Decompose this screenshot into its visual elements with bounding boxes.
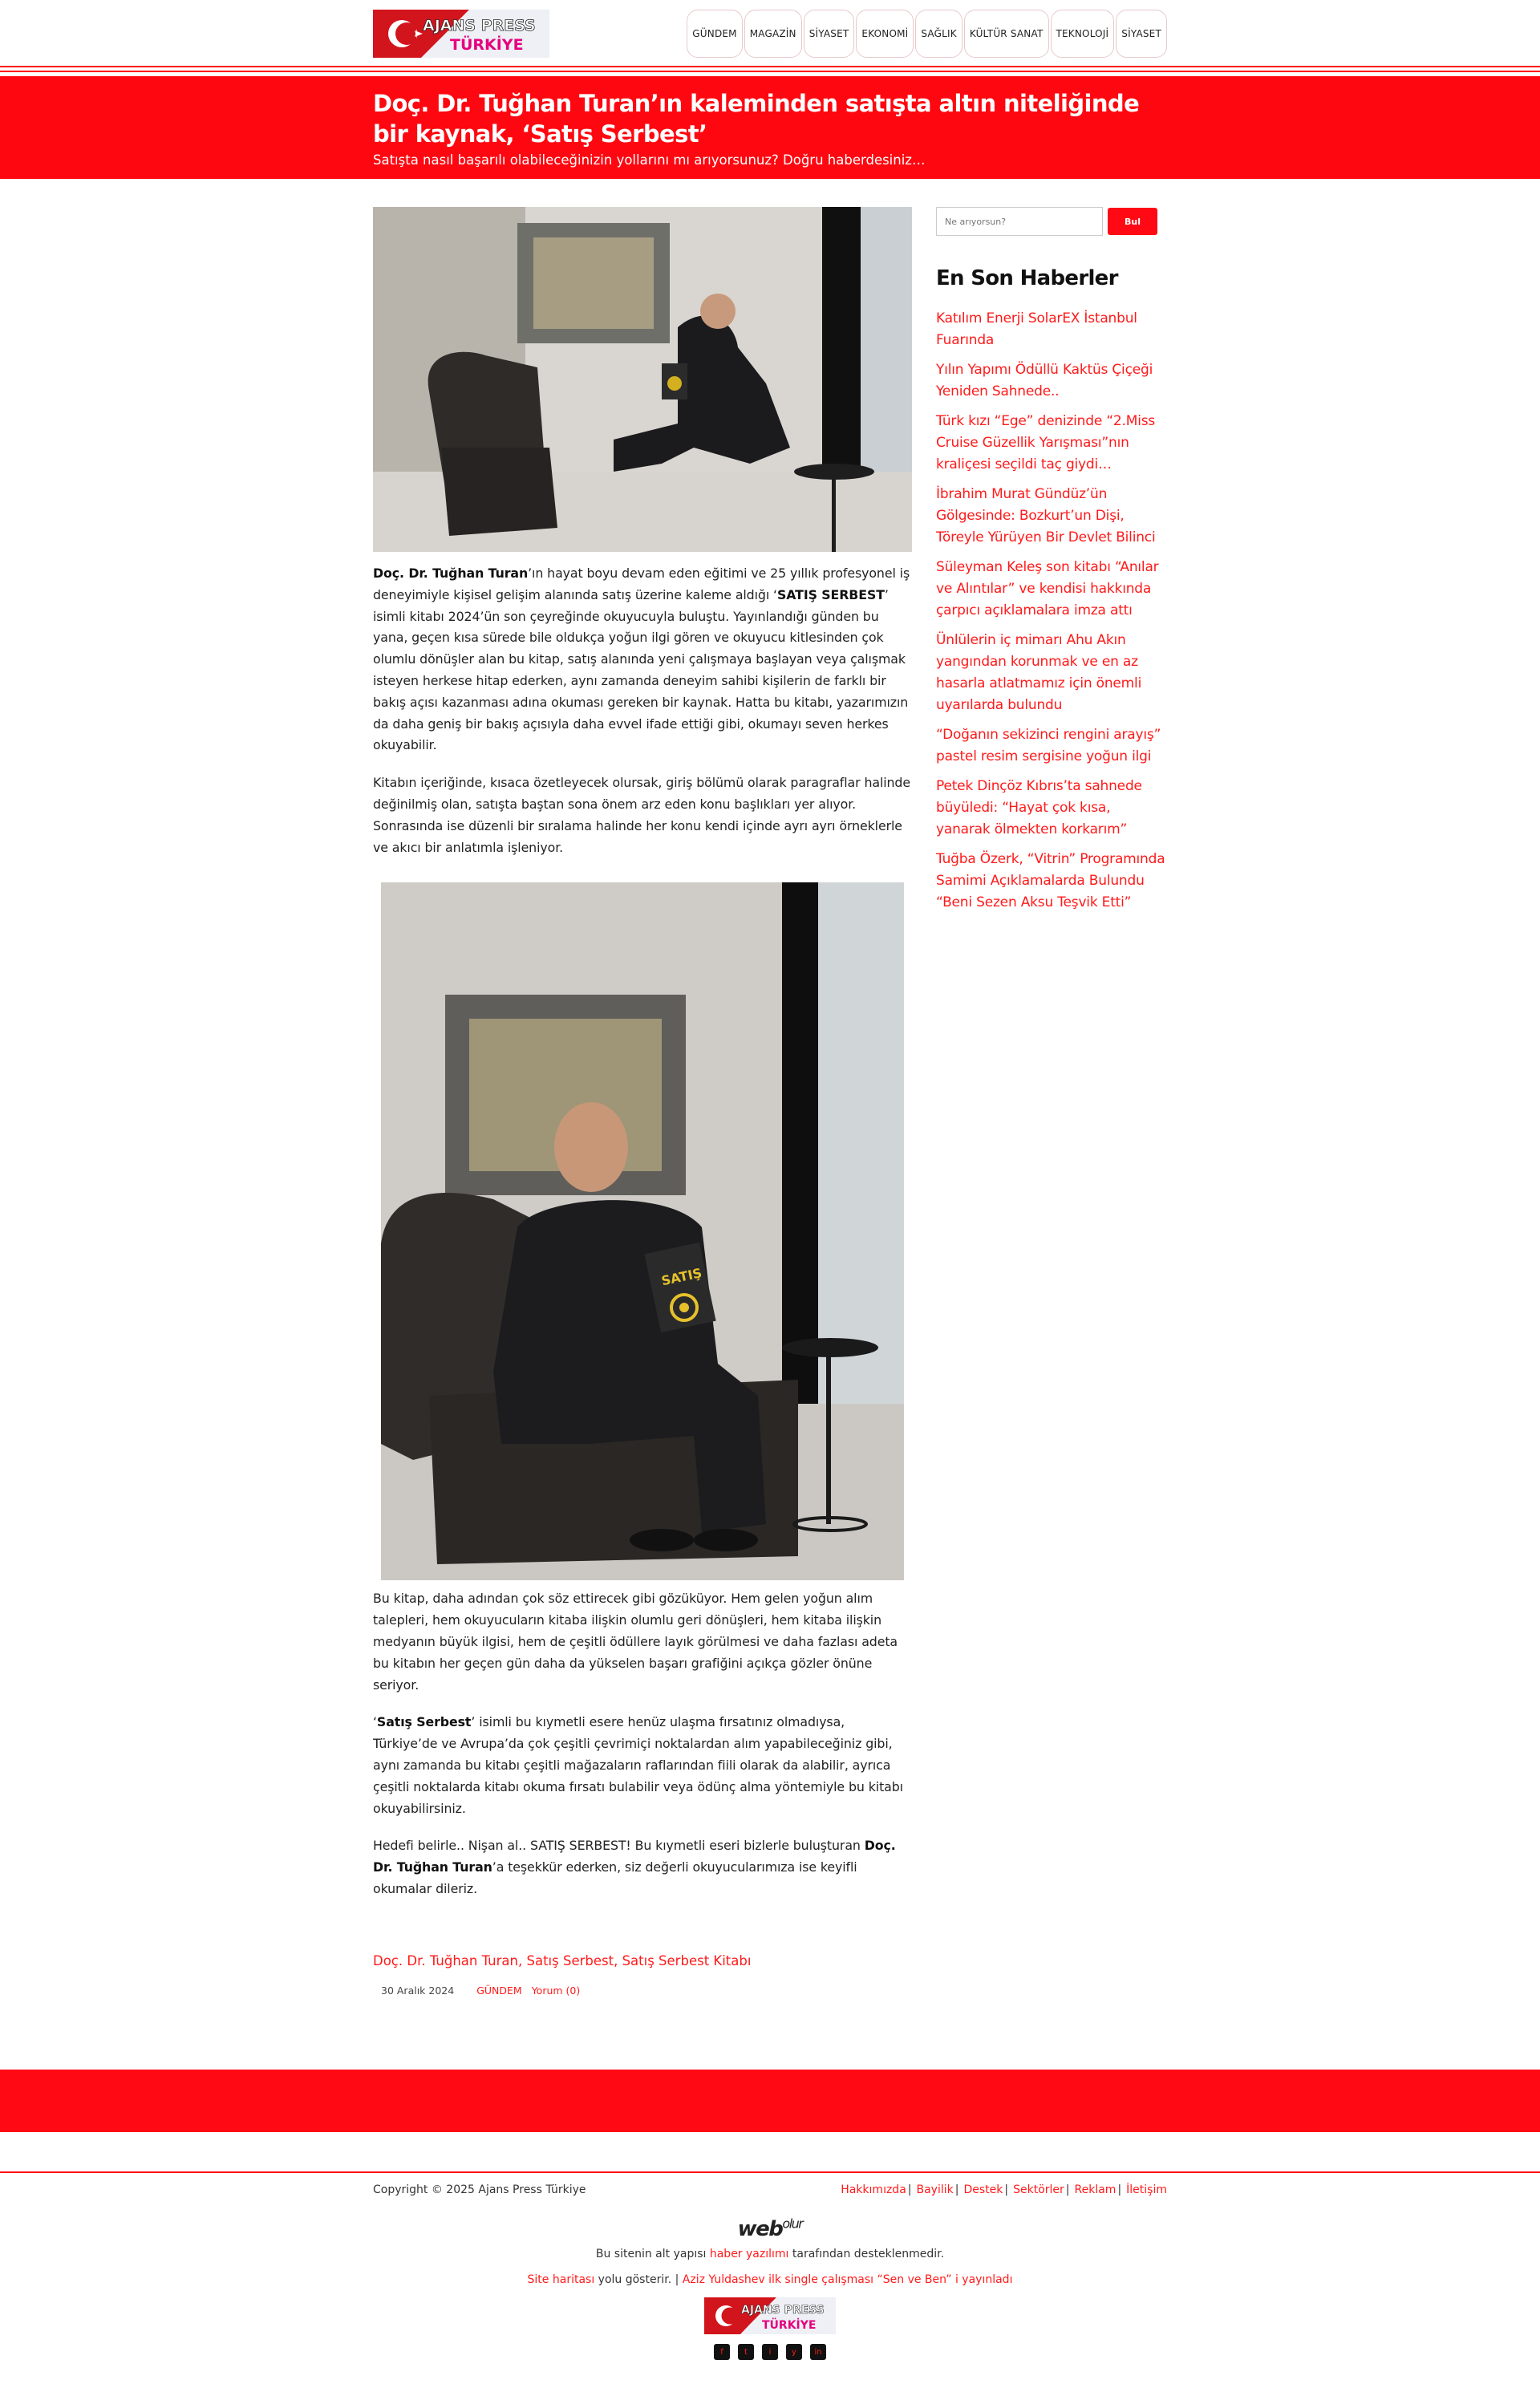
article-title: Doç. Dr. Tuğhan Turan’ın kaleminden satışta altın niteliğinde bir kaynak, ‘Satış Serbest’ xyxy=(373,90,1140,148)
article-body xyxy=(373,207,912,1997)
nav-item-saglik[interactable]: SAĞLIK xyxy=(915,10,962,58)
article-paragraph-5: Hedefi belirle.. Nişan al.. SATIŞ SERBEST! Bu kıymetli eseri bizlerle buluşturan Doç. Dr. Tuğhan Turan’a teşekkür ederken, siz değerli okuyucularımıza ise keyifli okumalar dileriz. xyxy=(373,1838,896,1896)
copyright-text: Copyright © 2025 Ajans Press Türkiye xyxy=(373,2183,586,2196)
article-comments-link[interactable]: Yorum (0) xyxy=(531,1984,581,1997)
article-photo-2 xyxy=(381,882,904,1580)
latest-news-item[interactable]: Petek Dinçöz Kıbrıs’ta sahnede büyüledi: “Hayat çok kısa, yanarak ölmekten korkarım” xyxy=(936,778,1142,837)
latest-news-heading: En Son Haberler xyxy=(936,266,1118,290)
site-logo[interactable] xyxy=(373,10,549,58)
article-category-link[interactable]: GÜNDEM xyxy=(476,1984,522,1997)
tag-link[interactable]: Satış Serbest xyxy=(526,1952,614,1968)
latest-news-item[interactable]: Yılın Yapımı Ödüllü Kaktüs Çiçeği Yeniden Sahnede.. xyxy=(936,362,1153,399)
svg-text:AJANS PRESS: AJANS PRESS xyxy=(423,17,536,34)
nav-item-teknoloji[interactable]: TEKNOLOJİ xyxy=(1051,10,1115,58)
svg-text:SATIŞ: SATIŞ xyxy=(659,1265,703,1289)
article-paragraph-4: ‘Satış Serbest’ isimli bu kıymetli esere henüz ulaşma fırsatınız olmadıysa, Türkiye’de ve Avrupa’da çok çeşitli çevrimiçi noktalardan alım yapabileceğiniz gibi, aynı zamanda bu kitabı çeşitli mağazaların raflarından fiili olarak da alabilir, ayrıca çeşitli noktalarda kitabı okuma fırsatı bulabilir veya ödünç alma yöntemiyle bu kitabı okuyabilirsiniz. xyxy=(373,1714,903,1816)
tag-link[interactable]: Doç. Dr. Tuğhan Turan xyxy=(373,1952,518,1968)
powered-by-logo[interactable]: web$^{olur}$ xyxy=(737,2216,803,2241)
site-header xyxy=(0,0,1540,66)
article-photo-1 xyxy=(373,207,912,552)
latest-news-item[interactable]: İbrahim Murat Gündüz’ün Gölgesinde: Bozkurt’un Dişi, Töreyle Yürüyen Bir Devlet Bilinci xyxy=(936,486,1156,545)
instagram-icon[interactable]: i xyxy=(762,2344,778,2360)
footer-sitemap: Site haritası yolu gösterir. | Aziz Yuldashev ilk single çalışması “Sen ve Ben” i yayınladı xyxy=(527,2273,1013,2286)
latest-news-item[interactable]: “Doğanın sekizinci rengini arayış” pastel resim sergisine yoğun ilgi xyxy=(936,727,1161,764)
nav-item-gundem[interactable]: GÜNDEM xyxy=(687,10,742,58)
tag-link[interactable]: Satış Serbest Kitabı xyxy=(622,1952,752,1968)
latest-news-item[interactable]: Tuğba Özerk, “Vitrin” Programında Samimi Açıklamalarda Bulundu “Beni Sezen Aksu Teşvik Etti” xyxy=(936,851,1165,910)
nav-item-siyaset-2[interactable]: SİYASET xyxy=(1116,10,1167,58)
article-subtitle: Satışta nasıl başarılı olabileceğinizin yollarını mı arıyorsunuz? Doğru haberdesiniz… xyxy=(373,152,926,168)
nav-item-kultur-sanat[interactable]: KÜLTÜR SANAT xyxy=(964,10,1049,58)
twitter-icon[interactable]: t xyxy=(738,2344,754,2360)
article-paragraph-1: Doç. Dr. Tuğhan Turan’ın hayat boyu devam eden eğitimi ve 25 yıllık profesyonel iş deneyimiyle kişisel gelişim alanında satış üzerine kaleme aldığı ‘SATIŞ SERBEST’ isimli kitabı 2024’ün son çeyreğinde okuyucuyla buluştu. Yayınlandığı günden bu yana, geçen kısa sürede bile oldukça yoğun ilgi gören ve okuyucu kitlesinden çok olumlu dönüşler alan bu kitap, satış alanında yeni çalışmaya başlayan veya çalışmak isteyen herkese hitap ederken, aynı zamanda deneyim sahibi kişilerin de farklı bir bakış açısı kazanması adına okuması gereken bir kaynak. Hatta bu kitabı, yazarımızın da daha geniş bir bakış açısıyla daha evvel ifade ettiği gibi, okumayı seven herkes okuyabilir. xyxy=(373,566,910,753)
footer-link-bayilik[interactable]: Bayilik xyxy=(916,2183,954,2196)
nav-item-siyaset[interactable]: SİYASET xyxy=(804,10,855,58)
footer-credit: Bu sitenin alt yapısı haber yazılımı tarafından desteklenmedir. xyxy=(595,2248,945,2260)
footer-link-destek[interactable]: Destek xyxy=(963,2183,1003,2196)
footer-link-iletisim[interactable]: İletişim xyxy=(1126,2183,1167,2196)
latest-news-item[interactable]: Süleyman Keleş son kitabı “Anılar ve Alıntılar” ve kendisi hakkında çarpıcı açıklamalara imza attı xyxy=(936,559,1159,618)
footer-link-hakkimizda[interactable]: Hakkımızda xyxy=(841,2183,906,2196)
article-paragraph-2: Kitabın içeriğinde, kısaca özetleyecek olursak, giriş bölümü olarak paragraflar halinde değinilmiş olan, satışta baştan sona önem arz eden konu başlıkları yer alıyor. Sonrasında ise düzenli bir sıralama halinde her konu kendi içinde ayrı ayrı örneklerle ve akıcı bir anlatımla işleniyor. xyxy=(373,775,910,855)
facebook-icon[interactable]: f xyxy=(714,2344,730,2360)
latest-news-item[interactable]: Ünlülerin iç mimarı Ahu Akın yangından korunmak ve en az hasarla atlatmamız için önemli uyarılarda bulundu xyxy=(936,632,1142,713)
social-links xyxy=(0,2344,1540,2360)
article-date: 30 Aralık 2024 xyxy=(381,1984,455,1997)
footer-links: Hakkımızda | Bayilik | Destek | Sektörler | Reklam | İletişim xyxy=(841,2183,1167,2196)
nav-item-ekonomi[interactable]: EKONOMİ xyxy=(856,10,914,58)
main-nav xyxy=(687,10,1167,58)
linkedin-icon[interactable]: in xyxy=(810,2344,826,2360)
search-button[interactable]: Bul xyxy=(1108,208,1157,235)
article-paragraph-3: Bu kitap, daha adından çok söz ettirecek gibi gözüküyor. Hem gelen yoğun alım talepleri, hem okuyucuların kitaba ilişkin olumlu geri dönüşleri, hem kitaba ilişkin medyanın büyük ilgisi, hem de çeşitli ödüllere layık görülmesi ve daha fazlası adeta bu kitabın her geçen gün daha da yükselen başarı grafiğini açıkça gözler önüne seriyor. xyxy=(373,1591,898,1693)
footer-link-reklam[interactable]: Reklam xyxy=(1074,2183,1116,2196)
latest-news-list xyxy=(936,308,1167,914)
nav-item-magazin[interactable]: MAGAZİN xyxy=(744,10,802,58)
footer-link-sektorler[interactable]: Sektörler xyxy=(1013,2183,1064,2196)
svg-text:AJANS PRESS: AJANS PRESS xyxy=(741,2304,825,2317)
credit-link[interactable]: haber yazılımı xyxy=(709,2248,789,2260)
footer-divider xyxy=(0,2171,1540,2173)
svg-text:TÜRKİYE: TÜRKİYE xyxy=(762,2319,817,2332)
search-input[interactable] xyxy=(936,207,1103,236)
footer-news-link[interactable]: Aziz Yuldashev ilk single çalışması “Sen ve Ben” i yayınladı xyxy=(682,2273,1013,2286)
youtube-icon[interactable]: y xyxy=(786,2344,802,2360)
latest-news-item[interactable]: Türk kızı “Ege” denizinde “2.Miss Cruise Güzellik Yarışması”nın kraliçesi seçildi taç giydi… xyxy=(936,413,1156,472)
search-form xyxy=(936,207,1167,236)
sitemap-link[interactable]: Site haritası xyxy=(527,2273,595,2286)
svg-text:TÜRKİYE: TÜRKİYE xyxy=(450,36,524,54)
article-meta xyxy=(373,1985,912,1997)
footer-band xyxy=(0,2070,1540,2132)
header-divider xyxy=(0,66,1540,67)
article-tags: Doç. Dr. Tuğhan Turan, Satış Serbest, Satış Serbest Kitabı xyxy=(373,1952,752,1968)
footer-logo[interactable] xyxy=(704,2297,836,2334)
latest-news-item[interactable]: Katılım Enerji SolarEX İstanbul Fuarında xyxy=(936,310,1137,348)
sidebar xyxy=(936,207,1167,922)
article-hero xyxy=(0,76,1540,179)
header-divider-2 xyxy=(0,71,1540,72)
